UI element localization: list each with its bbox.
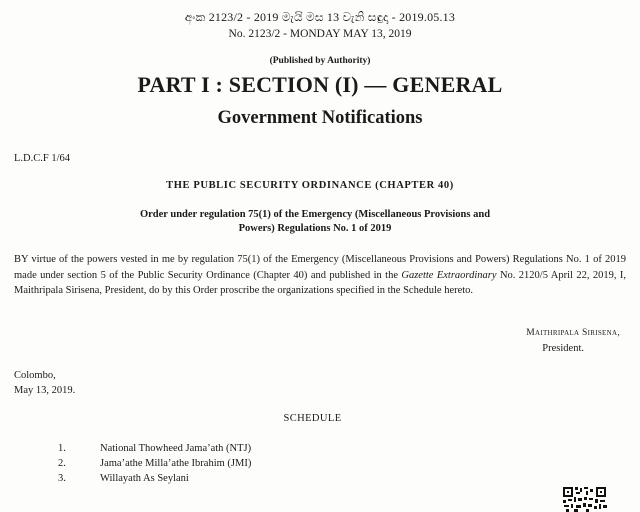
signature-block [470, 326, 620, 356]
signatory-title: President. [542, 343, 584, 354]
schedule-item-name: National Thowheed Jama’ath (NTJ) [100, 443, 252, 454]
body-text-part-1: BY virtue of the powers vested in me by regulation 75(1) of the Emergency (Miscellaneous Provisions and Powers) Regulations No. 1 of 2019 made under section 5 of the Public Security Ordinance (Chapter 40) and published in the [14, 254, 626, 281]
section-title: Government Notifications [217, 108, 423, 128]
order-title [100, 208, 530, 236]
ordinance-title: THE PUBLIC SECURITY ORDINANCE (CHAPTER 40) [166, 180, 454, 191]
gazette-header-english: No. 2123/2 - MONDAY MAY 13, 2019 [228, 28, 412, 40]
body-paragraph [14, 252, 626, 299]
place-date: May 13, 2019. [14, 385, 76, 396]
schedule-item-number: 3. [58, 473, 66, 484]
schedule-item-name: Jama’athe Milla’athe Ibrahim (JMI) [100, 458, 252, 469]
published-by-authority: (Published by Authority) [269, 56, 371, 66]
signatory-name: Maithripala Sirisena, [526, 328, 620, 338]
order-title-line-1: Order under regulation 75(1) of the Emergency (Miscellaneous Provisions and [139, 209, 491, 220]
schedule-list [58, 441, 251, 486]
qr-code-icon [562, 486, 608, 512]
schedule-title: SCHEDULE [283, 413, 342, 424]
schedule-item [58, 456, 251, 471]
schedule-item-name: Willayath As Seylani [100, 473, 189, 484]
body-text-italic: Gazette Extraordinary [401, 269, 497, 281]
place-city: Colombo, [14, 370, 56, 381]
schedule-item-number: 1. [58, 443, 66, 454]
reference-number: L.D.C.F 1/64 [14, 153, 71, 164]
gazette-header-sinhala: අංක 2123/2 - 2019 මැයි මස 13 වැනි සඳුදා - 2019.05.13 [184, 10, 456, 24]
place-date-block [14, 368, 75, 398]
schedule-item-number: 2. [58, 458, 66, 469]
schedule-item [58, 441, 251, 456]
body-text-part-2: No. 2120/5 April 22, 2019, I, Maithripala Sirisena, President, do by this Order proscribe the organizations specified in the Schedule hereto. [14, 269, 626, 296]
order-title-line-2: Powers) Regulations No. 1 of 2019 [238, 223, 392, 234]
part-title: PART I : SECTION (I) — GENERAL [137, 72, 503, 97]
schedule-item [58, 471, 251, 486]
